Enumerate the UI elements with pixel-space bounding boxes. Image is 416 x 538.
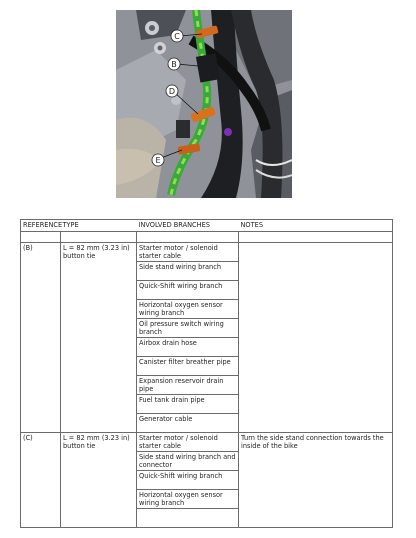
branch-cell: Quick-Shift wiring branch [137,281,239,300]
svg-text:B: B [171,60,177,69]
branch-cell [137,509,239,528]
svg-text:E: E [155,156,161,165]
header-type: TYPE [61,220,137,232]
wiring-photo [116,10,292,198]
table-header-row [21,220,393,232]
branch-cell: Side stand wiring branch [137,262,239,281]
branch-cell: Quick-Shift wiring branch [137,471,239,490]
branch-cell: Starter motor / solenoid starter cable [137,243,239,262]
svg-text:D: D [168,87,176,96]
header-notes: NOTES [239,220,393,232]
table-row [21,243,393,262]
branch-cell: Airbox drain hose [137,338,239,357]
header-involved-branches: INVOLVED BRANCHES [137,220,239,232]
cable-tie-table [20,219,393,528]
reference-cell: (C) [21,433,61,528]
notes-cell: Turn the side stand connection towards the inside of the bike [239,433,393,528]
notes-cell [239,243,393,433]
branch-cell: Fuel tank drain pipe [137,395,239,414]
table-spacer-row [21,232,393,243]
branch-cell: Side stand wiring branch and connector [137,452,239,471]
branch-cell: Canister filter breather pipe [137,357,239,376]
table-row [21,433,393,452]
type-cell: L = 82 mm (3.23 in) button tie [61,433,137,528]
branch-cell: Oil pressure switch wiring branch [137,319,239,338]
branch-cell: Expansion reservoir drain pipe [137,376,239,395]
header-reference: REFERENCE [21,220,61,232]
branch-cell: Starter motor / solenoid starter cable [137,433,239,452]
reference-cell: (B) [21,243,61,433]
branch-cell: Horizontal oxygen sensor wiring branch [137,490,239,509]
branch-cell: Horizontal oxygen sensor wiring branch [137,300,239,319]
svg-text:C: C [174,32,180,41]
branch-cell: Generator cable [137,414,239,433]
type-cell: L = 82 mm (3.23 in) button tie [61,243,137,433]
